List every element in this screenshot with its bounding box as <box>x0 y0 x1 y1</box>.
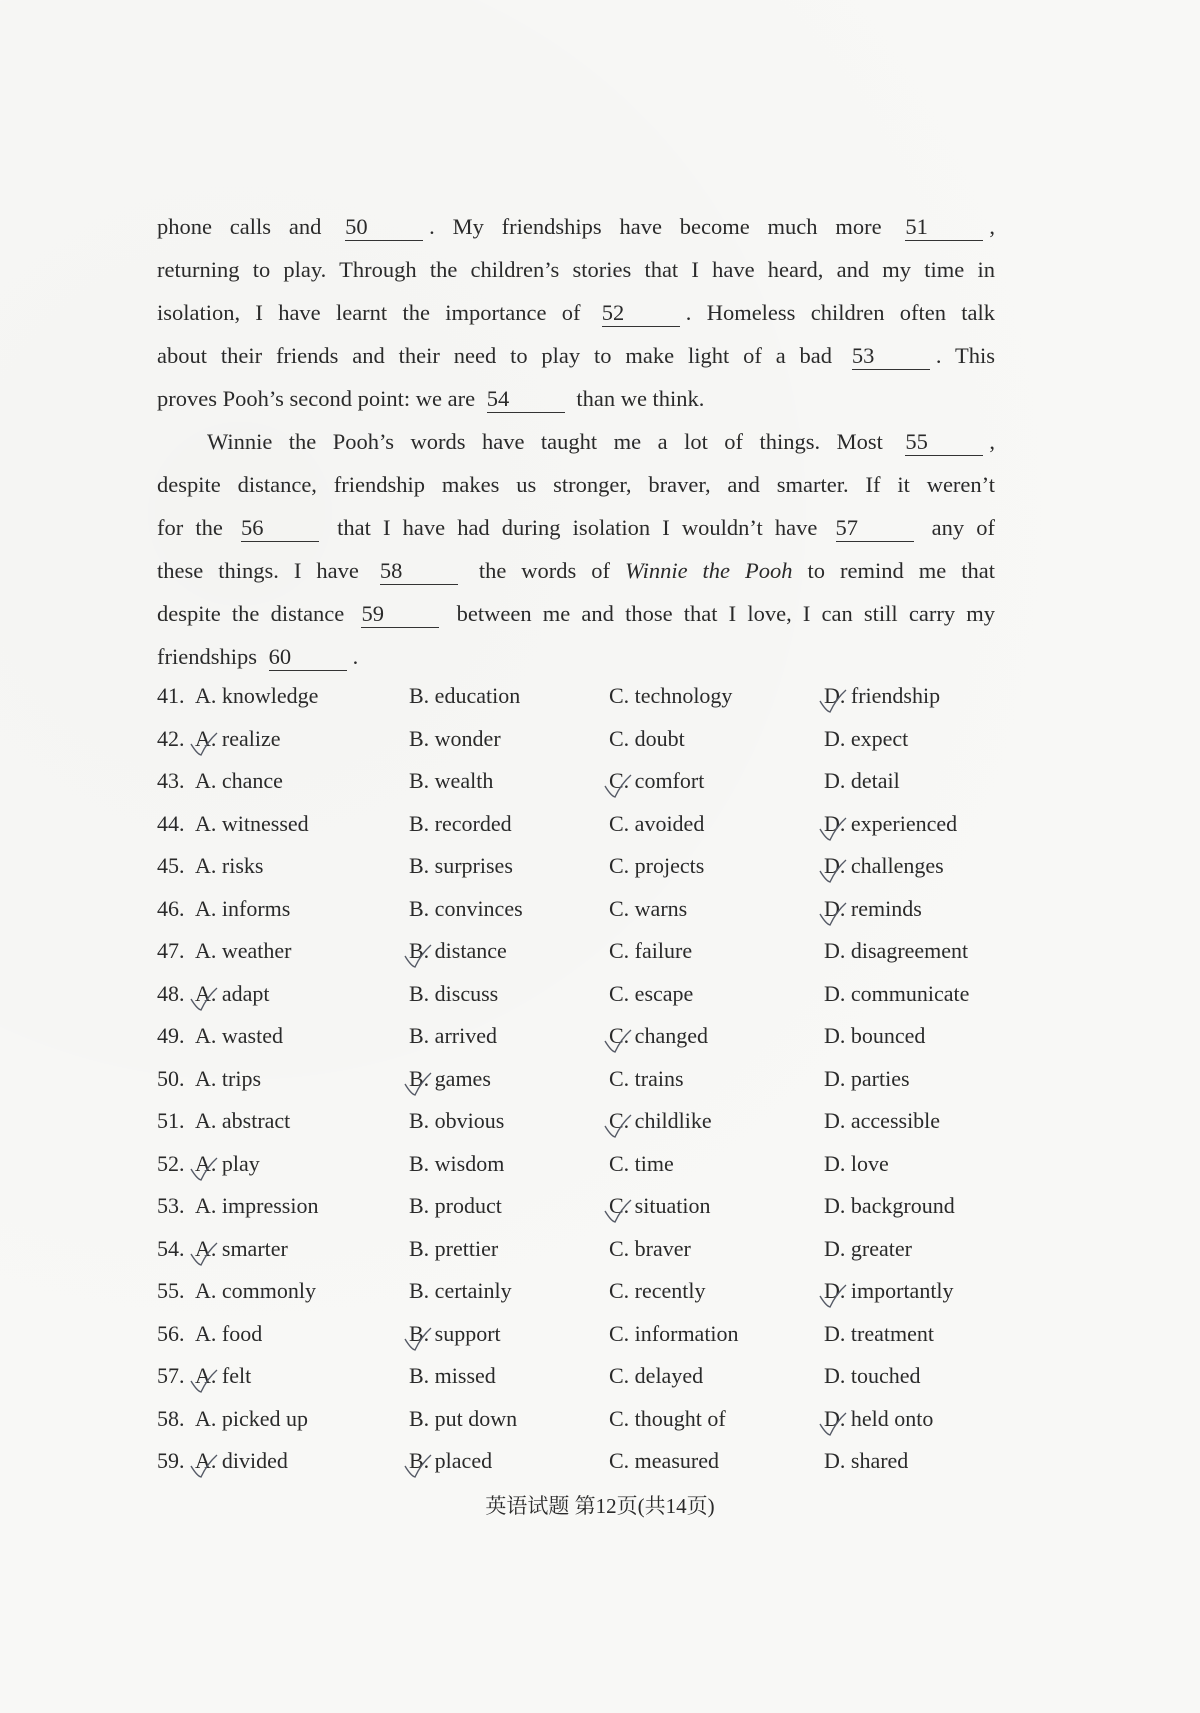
option-b[interactable]: B. recorded <box>409 810 512 836</box>
passage-text: , <box>989 214 995 239</box>
cloze-passage <box>157 205 995 678</box>
question-row <box>157 1448 1017 1491</box>
pencil-check-icon <box>403 1327 433 1353</box>
option-d[interactable]: D. disagreement <box>824 938 969 963</box>
passage-line <box>157 248 995 291</box>
option-a[interactable]: A. wasted <box>195 1023 283 1048</box>
option-b[interactable]: B. convinces <box>409 895 523 921</box>
option-d[interactable]: D. importantly <box>824 1278 954 1304</box>
question-number: 54. <box>157 1235 185 1261</box>
question-number: 53. <box>157 1193 185 1218</box>
option-c[interactable]: C. time <box>609 1150 674 1176</box>
pencil-check-icon <box>189 732 219 758</box>
blank-56: 56 <box>241 515 319 542</box>
blank-51: 51 <box>905 214 983 241</box>
question-row <box>157 683 1017 726</box>
option-c[interactable]: C. thought of <box>609 1405 726 1431</box>
option-d[interactable]: D. bounced <box>824 1023 926 1048</box>
option-d[interactable]: D. shared <box>824 1448 909 1473</box>
passage-text: phone calls and <box>157 214 340 239</box>
question-row <box>157 1151 1017 1194</box>
question-number: 51. <box>157 1108 185 1133</box>
passage-text: isolation, I have learnt the importance of <box>157 300 596 325</box>
option-a[interactable]: A. impression <box>195 1193 319 1218</box>
pencil-check-icon <box>603 1199 633 1225</box>
question-row <box>157 768 1017 811</box>
passage-text: between me and those that I love, I can still carry my <box>445 601 995 626</box>
option-d[interactable]: D. background <box>824 1193 955 1218</box>
question-row <box>157 896 1017 939</box>
passage-line <box>157 635 995 678</box>
option-c[interactable]: C. technology <box>609 683 733 708</box>
question-row <box>157 1278 1017 1321</box>
blank-57: 57 <box>836 515 914 542</box>
option-d[interactable]: D. parties <box>824 1065 910 1091</box>
option-d[interactable]: D. reminds <box>824 896 922 922</box>
option-c[interactable]: C. avoided <box>609 810 705 836</box>
pencil-check-icon <box>818 1412 848 1438</box>
question-number: 48. <box>157 980 185 1006</box>
option-c[interactable]: C. information <box>609 1320 739 1346</box>
option-b[interactable]: B. education <box>409 683 521 708</box>
question-number: 55. <box>157 1278 185 1303</box>
option-c[interactable]: C. projects <box>609 853 705 878</box>
pencil-check-icon <box>403 1072 433 1098</box>
blank-58: 58 <box>380 558 458 585</box>
question-number: 56. <box>157 1320 185 1346</box>
pencil-check-icon <box>403 944 433 970</box>
pencil-check-icon <box>818 859 848 885</box>
passage-text: . Homeless children often talk <box>685 300 995 325</box>
book-title: Winnie the Pooh <box>625 558 793 583</box>
option-b[interactable]: B. wealth <box>409 768 494 793</box>
question-number: 50. <box>157 1065 185 1091</box>
question-row <box>157 1236 1017 1279</box>
option-a[interactable]: A. abstract <box>195 1108 291 1133</box>
blank-52: 52 <box>602 300 680 327</box>
option-c[interactable]: C. measured <box>609 1448 719 1473</box>
pencil-check-icon <box>189 1157 219 1183</box>
option-c[interactable]: C. childlike <box>609 1108 712 1134</box>
question-number: 47. <box>157 938 185 963</box>
option-c[interactable]: C. changed <box>609 1023 708 1049</box>
passage-text: any of <box>919 515 995 540</box>
blank-53: 53 <box>852 343 930 370</box>
pencil-check-icon <box>818 1284 848 1310</box>
passage-text: that I have had during isolation I wouldn’t have <box>324 515 830 540</box>
option-b[interactable]: B. support <box>409 1321 501 1347</box>
passage-text: friendships <box>157 644 263 669</box>
option-b[interactable]: B. product <box>409 1193 502 1218</box>
pencil-check-icon <box>189 1454 219 1480</box>
question-number: 41. <box>157 683 185 708</box>
question-number: 58. <box>157 1405 185 1431</box>
option-a[interactable]: A. informs <box>195 895 291 921</box>
blank-60: 60 <box>269 644 347 671</box>
question-number: 49. <box>157 1023 185 1048</box>
passage-text: for the <box>157 515 235 540</box>
passage-text: despite the distance <box>157 601 356 626</box>
option-a[interactable]: A. risks <box>195 853 264 878</box>
passage-line <box>157 592 995 635</box>
option-d[interactable]: D. held onto <box>824 1406 933 1432</box>
blank-59: 59 <box>361 601 439 628</box>
option-c[interactable]: C. comfort <box>609 768 704 794</box>
option-a[interactable]: A. divided <box>195 1448 288 1474</box>
pencil-check-icon <box>818 817 848 843</box>
pencil-check-icon <box>603 1114 633 1140</box>
question-number: 44. <box>157 810 185 836</box>
option-c[interactable]: C. recently <box>609 1278 706 1303</box>
passage-text: . This <box>935 343 995 368</box>
option-d[interactable]: D. love <box>824 1150 889 1176</box>
option-d[interactable]: D. challenges <box>824 853 944 879</box>
option-c[interactable]: C. escape <box>609 980 694 1006</box>
option-a[interactable]: A. play <box>195 1151 260 1177</box>
option-c[interactable]: C. doubt <box>609 725 685 751</box>
passage-line <box>157 420 995 463</box>
option-d[interactable]: D. touched <box>824 1363 921 1388</box>
option-a[interactable]: A. food <box>195 1320 263 1346</box>
option-d[interactable]: D. experienced <box>824 811 957 837</box>
passage-text: the words of <box>463 558 626 583</box>
question-row <box>157 1108 1017 1151</box>
option-d[interactable]: D. greater <box>824 1235 912 1261</box>
option-a[interactable]: A. felt <box>195 1363 251 1389</box>
question-row <box>157 981 1017 1024</box>
passage-text: . My friendships have become much more <box>429 214 900 239</box>
passage-text: proves Pooh’s second point: we are <box>157 386 481 411</box>
question-row <box>157 938 1017 981</box>
passage-line <box>157 549 995 592</box>
option-a[interactable]: A. adapt <box>195 981 270 1007</box>
answer-options <box>157 683 1017 1491</box>
question-number: 43. <box>157 768 185 793</box>
passage-text: these things. I have <box>157 558 374 583</box>
option-c[interactable]: C. trains <box>609 1065 684 1091</box>
option-c[interactable]: C. delayed <box>609 1363 704 1388</box>
option-a[interactable]: A. realize <box>195 726 281 752</box>
blank-54: 54 <box>487 386 565 413</box>
passage-line <box>157 506 995 549</box>
question-number: 59. <box>157 1448 185 1473</box>
question-row <box>157 726 1017 769</box>
option-b[interactable]: B. games <box>409 1066 491 1092</box>
passage-text: about their friends and their need to play to make light of a bad <box>157 343 846 368</box>
option-a[interactable]: A. commonly <box>195 1278 316 1303</box>
pencil-check-icon <box>603 774 633 800</box>
question-number: 42. <box>157 725 185 751</box>
blank-55: 55 <box>905 429 983 456</box>
option-b[interactable]: B. certainly <box>409 1278 512 1303</box>
option-b[interactable]: B. prettier <box>409 1235 499 1261</box>
question-row <box>157 1193 1017 1236</box>
option-d[interactable]: D. expect <box>824 725 909 751</box>
option-b[interactable]: B. wonder <box>409 725 501 751</box>
option-b[interactable]: B. placed <box>409 1448 492 1474</box>
option-b[interactable]: B. discuss <box>409 980 499 1006</box>
passage-line <box>157 334 995 377</box>
option-b[interactable]: B. obvious <box>409 1108 505 1133</box>
pencil-check-icon <box>189 987 219 1013</box>
pencil-check-icon <box>818 689 848 715</box>
page-footer: 英语试题 第12页(共14页) <box>485 1494 715 1518</box>
option-a[interactable]: A. chance <box>195 768 283 793</box>
option-b[interactable]: B. wisdom <box>409 1150 505 1176</box>
passage-line <box>157 463 995 506</box>
question-row <box>157 1363 1017 1406</box>
passage-line <box>157 205 995 248</box>
option-c[interactable]: C. situation <box>609 1193 710 1219</box>
option-d[interactable]: D. detail <box>824 768 900 793</box>
option-a[interactable]: A. witnessed <box>195 810 309 836</box>
option-d[interactable]: D. treatment <box>824 1320 934 1346</box>
option-d[interactable]: D. friendship <box>824 683 940 709</box>
question-row <box>157 1066 1017 1109</box>
passage-line <box>157 291 995 334</box>
passage-text: to remind me that <box>792 558 995 583</box>
question-number: 52. <box>157 1150 185 1176</box>
option-d[interactable]: D. communicate <box>824 980 970 1006</box>
option-a[interactable]: A. picked up <box>195 1405 309 1431</box>
option-b[interactable]: B. arrived <box>409 1023 497 1048</box>
question-row <box>157 811 1017 854</box>
option-c[interactable]: C. warns <box>609 895 688 921</box>
option-a[interactable]: A. smarter <box>195 1236 288 1262</box>
option-b[interactable]: B. surprises <box>409 853 513 878</box>
passage-text: despite distance, friendship makes us stronger, braver, and smarter. If it weren’t <box>157 472 995 497</box>
option-a[interactable]: A. knowledge <box>195 683 319 708</box>
option-d[interactable]: D. accessible <box>824 1108 941 1133</box>
question-row <box>157 1321 1017 1364</box>
passage-text: Winnie the Pooh’s words have taught me a lot of things. Most <box>207 429 900 454</box>
pencil-check-icon <box>189 1369 219 1395</box>
option-c[interactable]: C. braver <box>609 1235 691 1261</box>
question-number: 45. <box>157 853 185 878</box>
question-row <box>157 1023 1017 1066</box>
option-a[interactable]: A. weather <box>195 938 292 963</box>
option-b[interactable]: B. missed <box>409 1363 496 1388</box>
passage-text: , <box>989 429 995 454</box>
question-row <box>157 1406 1017 1449</box>
question-row <box>157 853 1017 896</box>
pencil-check-icon <box>603 1029 633 1055</box>
passage-text: . <box>352 644 359 669</box>
pencil-check-icon <box>818 902 848 928</box>
pencil-check-icon <box>403 1454 433 1480</box>
passage-text: than we think. <box>570 386 705 411</box>
option-c[interactable]: C. failure <box>609 938 693 963</box>
option-a[interactable]: A. trips <box>195 1065 261 1091</box>
passage-text: returning to play. Through the children’s stories that I have heard, and my time in <box>157 257 995 282</box>
option-b[interactable]: B. put down <box>409 1405 518 1431</box>
blank-50: 50 <box>345 214 423 241</box>
pencil-check-icon <box>189 1242 219 1268</box>
passage-line <box>157 377 995 420</box>
question-number: 57. <box>157 1363 185 1388</box>
question-number: 46. <box>157 895 185 921</box>
option-b[interactable]: B. distance <box>409 938 507 964</box>
